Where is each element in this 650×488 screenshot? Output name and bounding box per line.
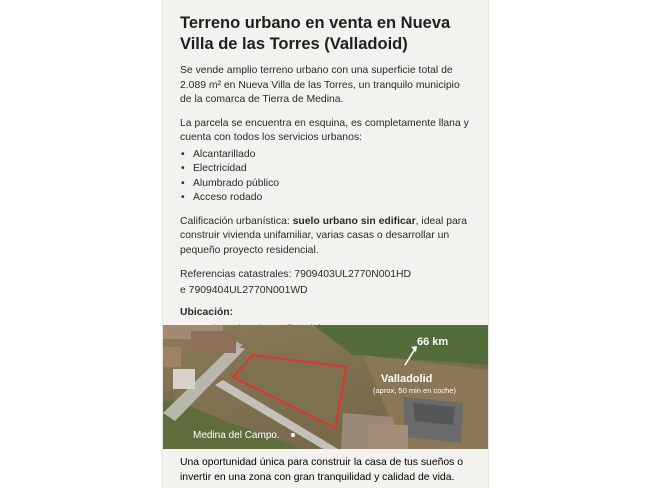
services-list: [180, 148, 472, 206]
listing-content: [163, 0, 488, 352]
location-title: Ubicación:: [180, 307, 234, 318]
service-item: • Alumbrado público: [180, 177, 472, 192]
parcel-description: La parcela se encuentra en esquina, es completamente llana y cuenta con todos los servicios urbanos:: [180, 117, 469, 143]
zoning-prefix: Calificación urbanística:: [180, 215, 293, 227]
zoning-text: [180, 215, 472, 259]
refs-line-2: e 7909404UL2770N001WD: [180, 285, 308, 296]
town-label: Medina del Campo.: [193, 430, 280, 441]
listing-card: [162, 0, 489, 488]
zoning-bold: suelo urbano sin edificar: [292, 215, 416, 227]
aerial-photo: [163, 325, 488, 449]
listing-footer: [180, 455, 474, 485]
aerial-map: [163, 325, 488, 449]
distance-label: 66 km: [417, 336, 449, 348]
closing-text: Una oportunidad única para construir la casa de tus sueños o invertir en una zona con gran tranquilidad y calidad de vida.: [180, 457, 464, 483]
town-marker: [291, 433, 295, 437]
city-sublabel: (aprox, 50 min en coche): [373, 386, 456, 395]
listing-title: Terreno urbano en venta en Nueva Villa de las Torres (Valladoid): [180, 14, 451, 53]
service-item: • Electricidad: [180, 162, 472, 177]
listing-intro: Se vende amplio terreno urbano con una superficie total de 2.089 m² en Nueva Villa de las Torres, un tranquilo municipio de la comarca de Tierra de Medina.: [180, 65, 460, 105]
zoning-suffix: , ideal para construir vivienda unifamiliar, varias casas o desarrollar un pequeño proyecto residencial.: [180, 215, 468, 256]
cadastral-references: [180, 267, 472, 299]
city-label: Valladolid: [381, 373, 433, 385]
refs-line-1: Referencias catastrales: 7909403UL2770N001HD: [180, 269, 412, 280]
service-item: • Alcantarillado: [180, 148, 472, 163]
service-item: • Acceso rodado: [180, 191, 472, 206]
